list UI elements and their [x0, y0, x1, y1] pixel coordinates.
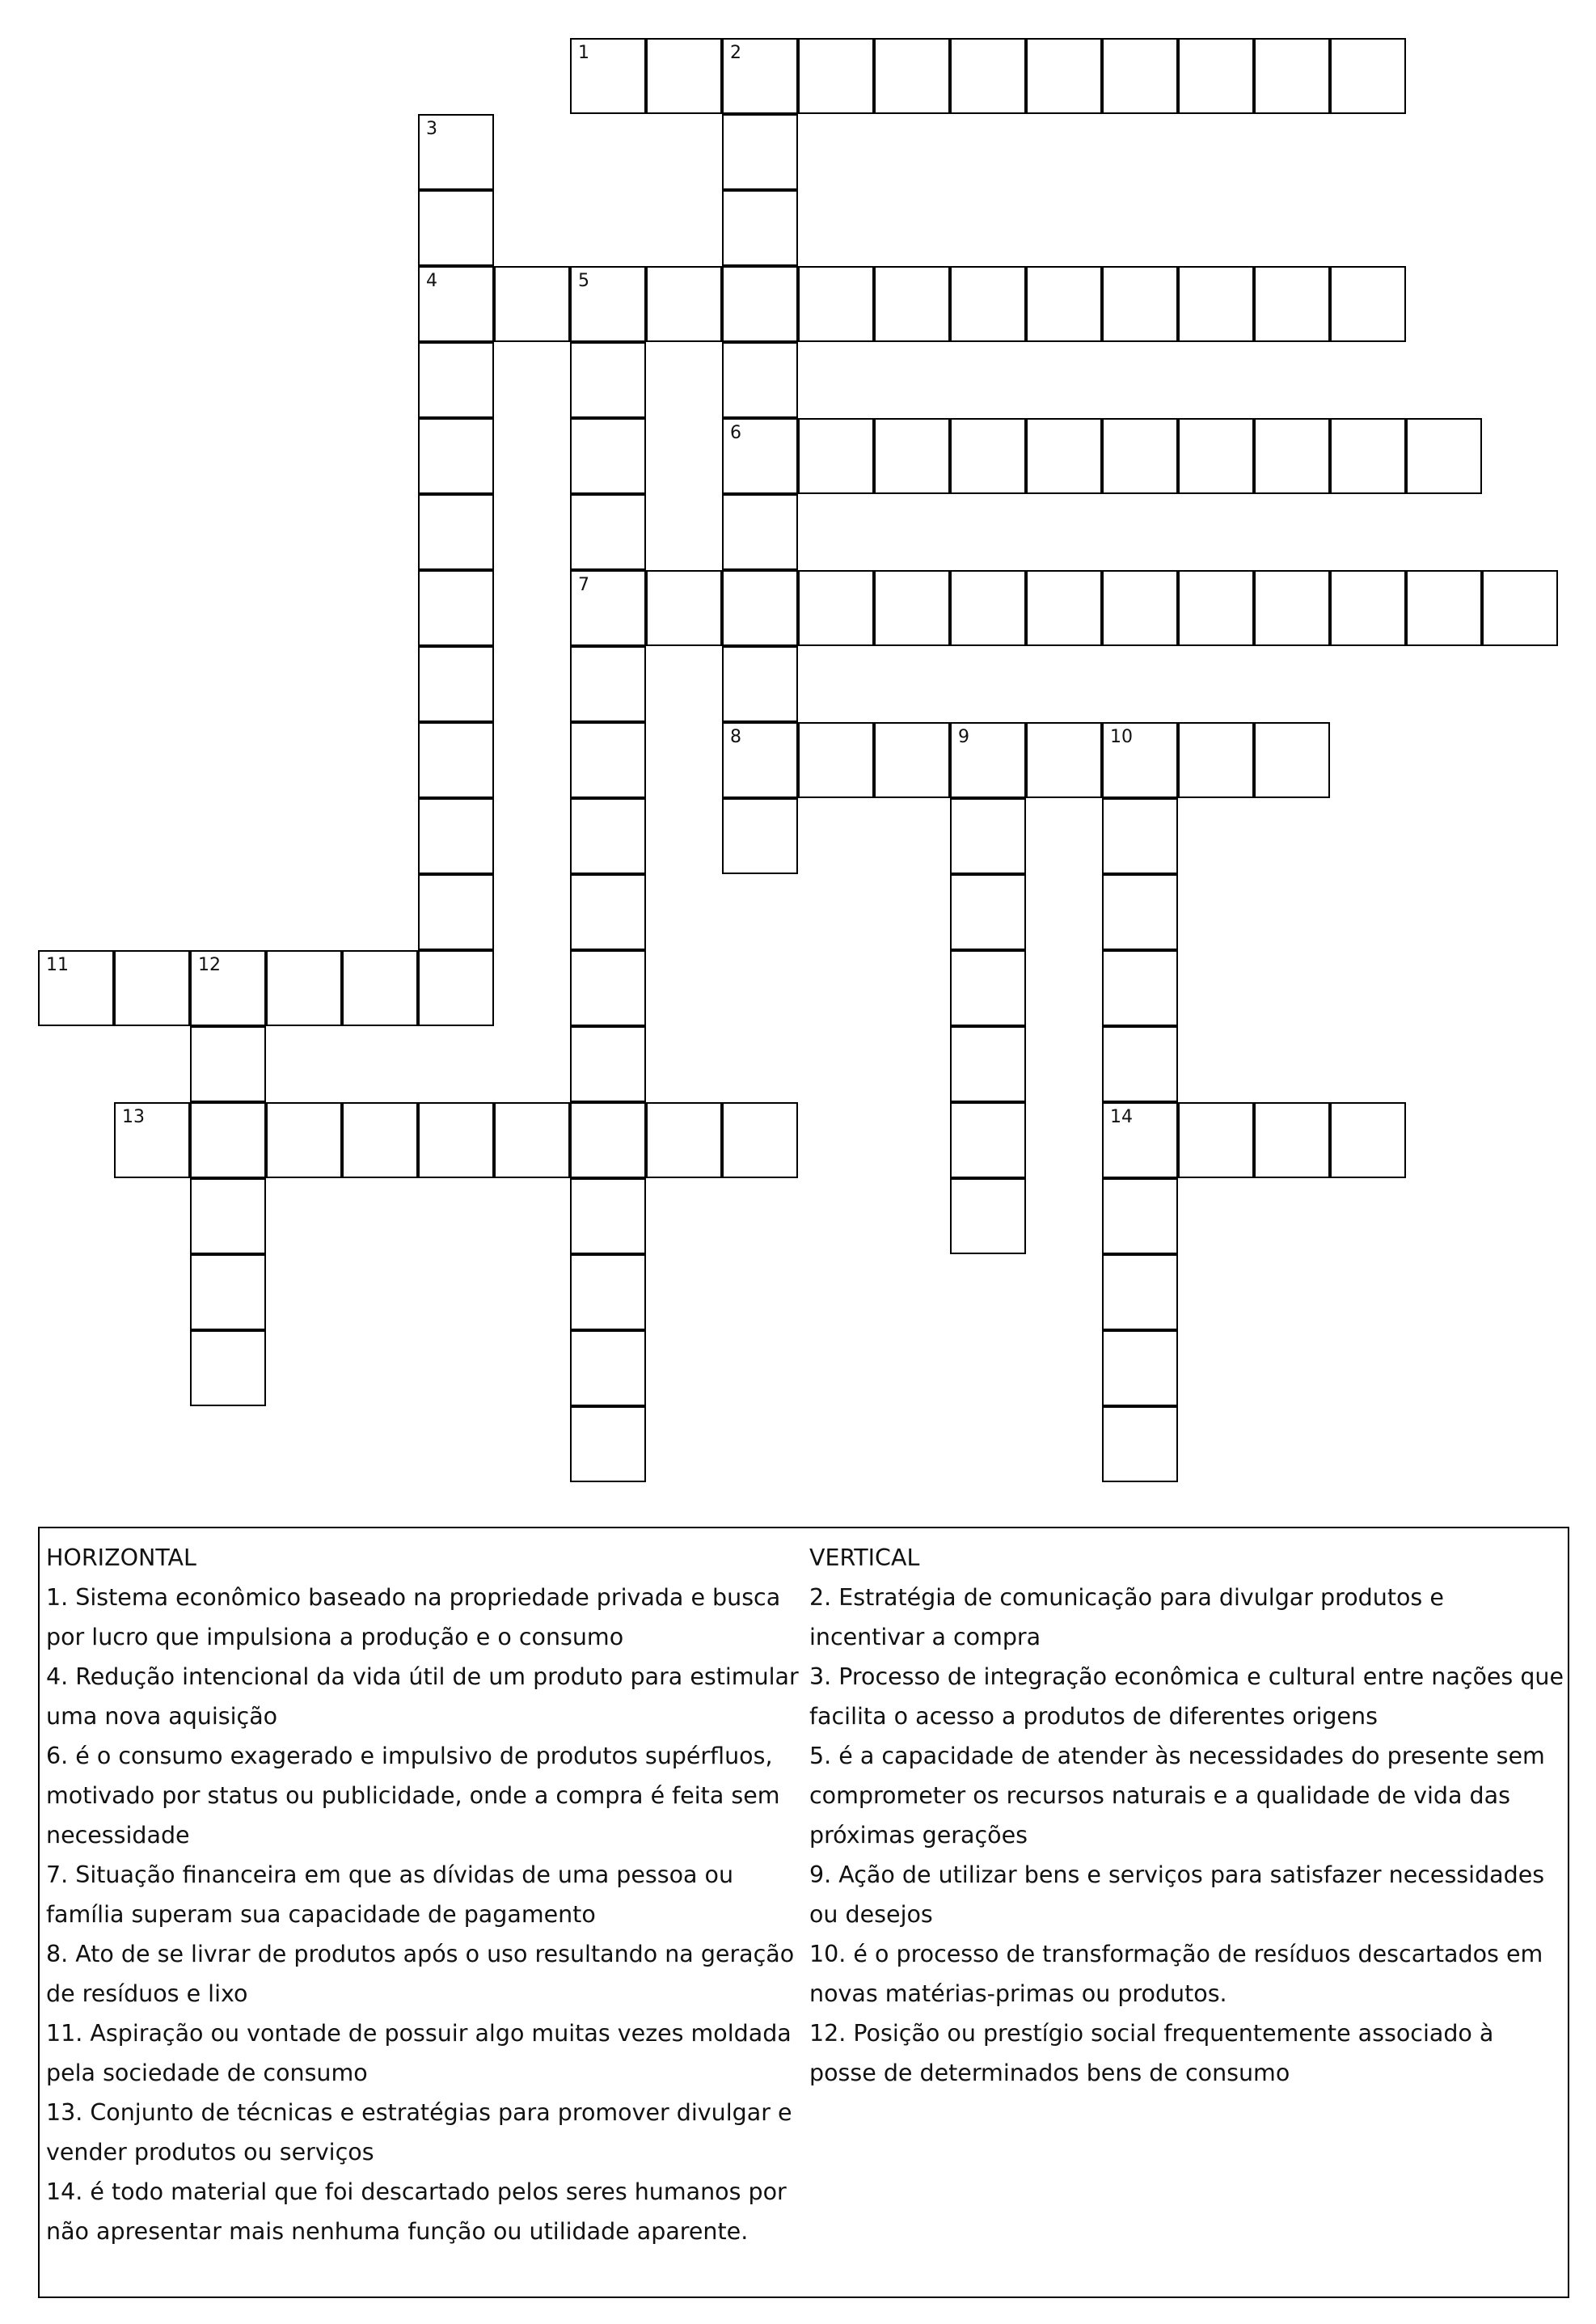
grid-cell[interactable]	[798, 722, 874, 798]
grid-cell[interactable]	[1102, 722, 1178, 798]
grid-cell[interactable]	[1482, 570, 1558, 646]
clue-7-across: 7. Situação financeira em que as dívidas de uma pessoa ou família superam sua capacidade de pagamento	[46, 1861, 734, 1928]
grid-cell[interactable]	[722, 1102, 798, 1178]
grid-cell[interactable]	[950, 570, 1026, 646]
grid-cell[interactable]	[722, 342, 798, 418]
grid-cell[interactable]	[418, 266, 494, 342]
grid-cell[interactable]	[570, 798, 646, 874]
horizontal-clues	[46, 1538, 806, 2251]
clue-number: 13	[122, 1107, 145, 1127]
clue-number: 5	[578, 271, 589, 291]
clue-number: 11	[46, 955, 69, 975]
grid-cell[interactable]	[418, 570, 494, 646]
grid-cell[interactable]	[418, 1102, 494, 1178]
grid-cell[interactable]	[190, 1178, 266, 1254]
grid-cell[interactable]	[570, 1330, 646, 1406]
grid-cell[interactable]	[418, 874, 494, 950]
grid-cell[interactable]	[950, 418, 1026, 494]
grid-cell[interactable]	[1102, 1178, 1178, 1254]
clue-9-down: 9. Ação de utilizar bens e serviços para satisfazer necessidades ou desejos	[809, 1861, 1545, 1928]
clue-14-across: 14. é todo material que foi descartado pelos seres humanos por não apresentar mais nenhuma função ou utilidade aparente.	[46, 2178, 787, 2245]
grid-cell[interactable]	[570, 1102, 646, 1178]
grid-cell[interactable]	[266, 950, 342, 1026]
grid-cell[interactable]	[1026, 570, 1102, 646]
grid-cell[interactable]	[1330, 570, 1406, 646]
clue-5-down: 5. é a capacidade de atender às necessidades do presente sem comprometer os recursos naturais e a qualidade de vida das próximas gerações	[809, 1743, 1545, 1849]
clue-number: 10	[1110, 727, 1133, 747]
grid-cell[interactable]	[1178, 570, 1254, 646]
clue-4-across: 4. Redução intencional da vida útil de um produto para estimular uma nova aquisição	[46, 1663, 799, 1730]
grid-cell[interactable]	[570, 38, 646, 114]
grid-cell[interactable]	[646, 1102, 722, 1178]
grid-cell[interactable]	[874, 418, 950, 494]
grid-cell[interactable]	[950, 798, 1026, 874]
grid-cell[interactable]	[114, 1102, 190, 1178]
grid-cell[interactable]	[1330, 266, 1406, 342]
clue-6-across: 6. é o consumo exagerado e impulsivo de produtos supérfluos, motivado por status ou publicidade, onde a compra é feita sem necessidade	[46, 1743, 780, 1849]
vertical-clues	[809, 1538, 1565, 2093]
clue-number: 7	[578, 575, 589, 595]
grid-cell[interactable]	[798, 38, 874, 114]
clue-1-across: 1. Sistema econômico baseado na propriedade privada e busca por lucro que impulsiona a produção e o consumo	[46, 1584, 781, 1650]
grid-cell[interactable]	[874, 266, 950, 342]
grid-cell[interactable]	[418, 798, 494, 874]
grid-cell[interactable]	[418, 114, 494, 190]
grid-cell[interactable]	[494, 1102, 570, 1178]
grid-cell[interactable]	[190, 950, 266, 1026]
grid-cell[interactable]	[418, 950, 494, 1026]
grid-cell[interactable]	[1406, 418, 1482, 494]
vertical-heading: VERTICAL	[809, 1544, 920, 1571]
grid-cell[interactable]	[418, 190, 494, 266]
clue-13-across: 13. Conjunto de técnicas e estratégias para promover divulgar e vender produtos ou serviços	[46, 2099, 792, 2166]
grid-cell[interactable]	[570, 722, 646, 798]
grid-cell[interactable]	[798, 570, 874, 646]
clue-number: 9	[958, 727, 969, 747]
grid-cell[interactable]	[1102, 418, 1178, 494]
grid-cell[interactable]	[1330, 38, 1406, 114]
grid-cell[interactable]	[1330, 1102, 1406, 1178]
grid-cell[interactable]	[570, 266, 646, 342]
grid-cell[interactable]	[1330, 418, 1406, 494]
grid-cell[interactable]	[190, 1330, 266, 1406]
grid-cell[interactable]	[1102, 1254, 1178, 1330]
grid-cell[interactable]	[646, 38, 722, 114]
grid-cell[interactable]	[570, 950, 646, 1026]
grid-cell[interactable]	[570, 874, 646, 950]
grid-cell[interactable]	[570, 418, 646, 494]
grid-cell[interactable]	[722, 418, 798, 494]
grid-cell[interactable]	[570, 570, 646, 646]
grid-cell[interactable]	[418, 342, 494, 418]
grid-cell[interactable]	[570, 494, 646, 570]
grid-cell[interactable]	[1026, 722, 1102, 798]
grid-cell[interactable]	[570, 1254, 646, 1330]
grid-cell[interactable]	[1102, 1330, 1178, 1406]
grid-cell[interactable]	[950, 722, 1026, 798]
grid-cell[interactable]	[950, 1102, 1026, 1178]
grid-cell[interactable]	[1254, 570, 1330, 646]
clue-12-down: 12. Posição ou prestígio social frequentemente associado à posse de determinados bens de consumo	[809, 2020, 1494, 2086]
clue-10-down: 10. é o processo de transformação de resíduos descartados em novas matérias-primas ou produtos.	[809, 1941, 1543, 2007]
grid-cell[interactable]	[1026, 38, 1102, 114]
grid-cell[interactable]	[570, 1406, 646, 1482]
clues-box	[38, 1527, 1569, 2298]
grid-cell[interactable]	[418, 646, 494, 722]
grid-cell[interactable]	[1178, 418, 1254, 494]
grid-cell[interactable]	[1254, 418, 1330, 494]
grid-cell[interactable]	[722, 266, 798, 342]
grid-cell[interactable]	[1102, 1406, 1178, 1482]
clue-8-across: 8. Ato de se livrar de produtos após o uso resultando na geração de resíduos e lixo	[46, 1941, 795, 2007]
grid-cell[interactable]	[190, 1102, 266, 1178]
grid-cell[interactable]	[114, 950, 190, 1026]
grid-cell[interactable]	[1102, 1102, 1178, 1178]
grid-cell[interactable]	[1254, 722, 1330, 798]
clue-2-down: 2. Estratégia de comunicação para divulgar produtos e incentivar a compra	[809, 1584, 1444, 1650]
grid-cell[interactable]	[190, 1026, 266, 1102]
grid-cell[interactable]	[418, 722, 494, 798]
grid-cell[interactable]	[1254, 38, 1330, 114]
grid-cell[interactable]	[494, 266, 570, 342]
grid-cell[interactable]	[722, 114, 798, 190]
grid-cell[interactable]	[950, 1178, 1026, 1254]
clue-number: 1	[578, 43, 589, 63]
grid-cell[interactable]	[1178, 38, 1254, 114]
grid-cell[interactable]	[646, 570, 722, 646]
grid-cell[interactable]	[1102, 266, 1178, 342]
grid-cell[interactable]	[950, 950, 1026, 1026]
grid-cell[interactable]	[1026, 266, 1102, 342]
horizontal-heading: HORIZONTAL	[46, 1544, 196, 1571]
grid-cell[interactable]	[950, 38, 1026, 114]
grid-cell[interactable]	[722, 570, 798, 646]
grid-cell[interactable]	[722, 798, 798, 874]
grid-cell[interactable]	[950, 874, 1026, 950]
grid-cell[interactable]	[38, 950, 114, 1026]
grid-cell[interactable]	[950, 1026, 1026, 1102]
clue-3-down: 3. Processo de integração econômica e cultural entre nações que facilita o acesso a produtos de diferentes origens	[809, 1663, 1564, 1730]
grid-cell[interactable]	[722, 190, 798, 266]
grid-cell[interactable]	[798, 418, 874, 494]
grid-cell[interactable]	[1102, 950, 1178, 1026]
grid-cell[interactable]	[418, 418, 494, 494]
grid-cell[interactable]	[1102, 798, 1178, 874]
grid-cell[interactable]	[950, 266, 1026, 342]
clue-number: 6	[730, 423, 741, 443]
grid-cell[interactable]	[342, 1102, 418, 1178]
grid-cell[interactable]	[1178, 722, 1254, 798]
grid-cell[interactable]	[1254, 266, 1330, 342]
grid-cell[interactable]	[1178, 1102, 1254, 1178]
grid-cell[interactable]	[874, 38, 950, 114]
grid-cell[interactable]	[570, 646, 646, 722]
grid-cell[interactable]	[190, 1254, 266, 1330]
grid-cell[interactable]	[342, 950, 418, 1026]
clue-number: 4	[426, 271, 437, 291]
grid-cell[interactable]	[1102, 38, 1178, 114]
clue-number: 2	[730, 43, 741, 63]
grid-cell[interactable]	[722, 38, 798, 114]
clue-11-across: 11. Aspiração ou vontade de possuir algo muitas vezes moldada pela sociedade de consumo	[46, 2020, 792, 2086]
grid-cell[interactable]	[266, 1102, 342, 1178]
grid-cell[interactable]	[1178, 266, 1254, 342]
grid-cell[interactable]	[722, 494, 798, 570]
grid-cell[interactable]	[570, 1026, 646, 1102]
grid-cell[interactable]	[1102, 874, 1178, 950]
grid-cell[interactable]	[1102, 1026, 1178, 1102]
grid-cell[interactable]	[418, 494, 494, 570]
grid-cell[interactable]	[646, 266, 722, 342]
clue-number: 12	[198, 955, 221, 975]
grid-cell[interactable]	[722, 646, 798, 722]
clue-number: 14	[1110, 1107, 1133, 1127]
grid-cell[interactable]	[798, 266, 874, 342]
grid-cell[interactable]	[874, 570, 950, 646]
grid-cell[interactable]	[1102, 570, 1178, 646]
grid-cell[interactable]	[1254, 1102, 1330, 1178]
grid-cell[interactable]	[1406, 570, 1482, 646]
grid-cell[interactable]	[722, 722, 798, 798]
grid-cell[interactable]	[570, 342, 646, 418]
grid-cell[interactable]	[570, 1178, 646, 1254]
clue-number: 3	[426, 119, 437, 139]
clue-number: 8	[730, 727, 741, 747]
grid-cell[interactable]	[1026, 418, 1102, 494]
grid-cell[interactable]	[874, 722, 950, 798]
